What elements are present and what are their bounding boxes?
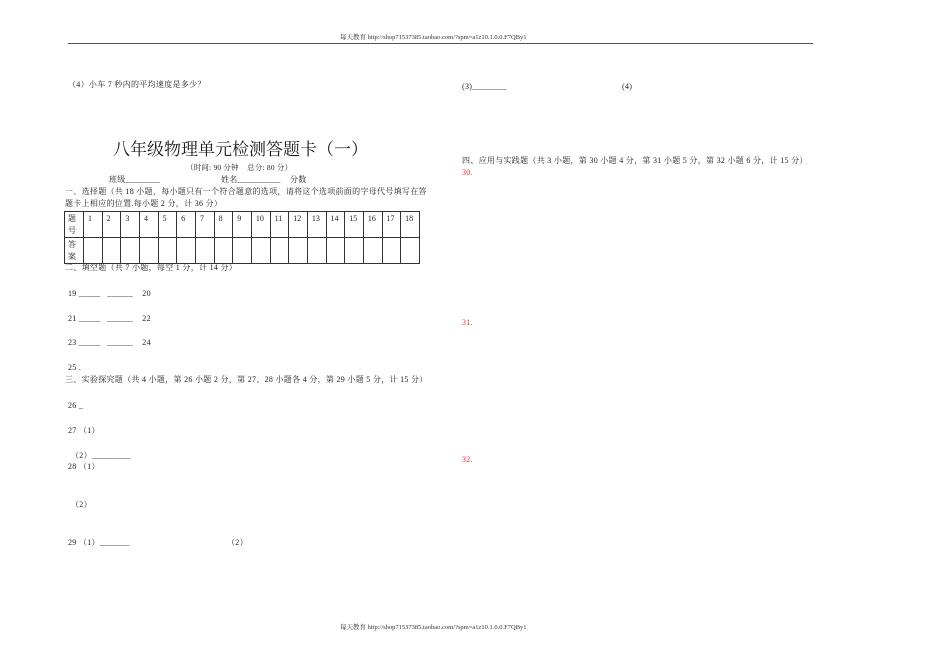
- question-number-cell: 8: [214, 212, 233, 238]
- question-31-number: 31.: [462, 318, 473, 327]
- question-26: 26 _: [68, 401, 84, 410]
- answer-cell: [195, 238, 214, 264]
- answer-cell: [121, 238, 140, 264]
- question-number-cell: 18: [401, 212, 420, 238]
- question-30-number: 30.: [462, 168, 473, 177]
- answer-cell: [158, 238, 177, 264]
- question-number-cell: 11: [270, 212, 289, 238]
- question-number-cell: 13: [307, 212, 326, 238]
- answer-cell: [233, 238, 252, 264]
- name-field: 姓名__________: [221, 175, 281, 184]
- question-number-label-char: 题: [68, 214, 76, 223]
- answer-cell: [251, 238, 270, 264]
- question-29-part2: （2）: [227, 538, 248, 547]
- question-number-cell: 15: [345, 212, 364, 238]
- question-28-part2: （2）: [71, 500, 92, 509]
- question-number-cell: 16: [363, 212, 382, 238]
- score-field: 分数: [290, 175, 307, 184]
- section-choice-heading-line1: 一、选择题（共 18 小题，每小题只有一个符合题意的选项，请将这个选项前面的字母代号填写在答: [65, 187, 427, 196]
- blank-line-25: 25 .: [68, 363, 82, 372]
- question-29-part4: (4): [622, 82, 633, 91]
- answer-sheet-title: 八年级物理单元检测答题卡（一）: [113, 140, 368, 159]
- class-field: 班级________: [109, 175, 160, 184]
- choice-table-body: [65, 212, 420, 264]
- answer-cell: [401, 238, 420, 264]
- answer-cell: [84, 238, 103, 264]
- question-number-row: [65, 212, 420, 238]
- header-url-text: 每天教育 http://shop71537385.taobao.com/?spm=a1z10.1.0.0.F7QBy1: [340, 34, 527, 41]
- question-number-cell: 1: [84, 212, 103, 238]
- blank-line-21-22: 21 _____ ______ 22: [68, 314, 151, 323]
- question-number-cell: 3: [121, 212, 140, 238]
- answer-cell: [289, 238, 308, 264]
- question-number-cell: 17: [382, 212, 401, 238]
- question-number-label: [65, 212, 84, 238]
- answer-label: [65, 238, 84, 264]
- answer-cell: [139, 238, 158, 264]
- answer-cell: [102, 238, 121, 264]
- blank-line-23-24: 23 _____ ______ 24: [68, 338, 151, 347]
- choice-answer-table: [64, 211, 420, 264]
- answer-cell: [214, 238, 233, 264]
- footer-url-text: 每天教育 http://shop71537385.taobao.com/?spm=a1z10.1.0.0.F7QBy1: [340, 624, 527, 631]
- section-choice-heading-line2: 题卡上相应的位置.每小题 2 分，计 36 分）: [65, 199, 223, 208]
- question-number-cell: 2: [102, 212, 121, 238]
- answer-cell: [326, 238, 345, 264]
- question-number-cell: 6: [177, 212, 196, 238]
- question-27-part2: （2）_________: [71, 451, 131, 460]
- question-27-part1: 27 （1）: [68, 426, 100, 435]
- section-experiment-heading: 三、实验探究题（共 4 小题，第 26 小题 2 分，第 27、28 小题各 4 分，第 29 小题 5 分，计 15 分）: [65, 375, 428, 384]
- answer-label-char: 答: [68, 240, 76, 249]
- header-rule: [68, 43, 813, 44]
- question-number-cell: 14: [326, 212, 345, 238]
- answer-cell: [270, 238, 289, 264]
- section-fill-blank-heading: 二、填空题（共 7 小题，每空 1 分，计 14 分）: [65, 263, 238, 272]
- answer-row: [65, 238, 420, 264]
- question-29-part1: 29 （1）_______: [68, 538, 130, 547]
- question-number-cell: 5: [158, 212, 177, 238]
- answer-cell: [307, 238, 326, 264]
- answer-cell: [382, 238, 401, 264]
- blank-line-19-20: 19 _____ ______ 20: [68, 289, 151, 298]
- question-number-label-char: 号: [68, 226, 76, 235]
- question-number-cell: 9: [233, 212, 252, 238]
- answer-cell: [177, 238, 196, 264]
- exam-time-score: （时间: 90 分钟 总分: 80 分）: [186, 163, 293, 172]
- previous-question-4: （4）小车 7 秒内的平均速度是多少？: [68, 80, 206, 89]
- question-29-part3: (3)________: [462, 82, 507, 91]
- question-number-cell: 10: [251, 212, 270, 238]
- question-number-cell: 4: [139, 212, 158, 238]
- question-number-cell: 12: [289, 212, 308, 238]
- answer-label-char: 案: [68, 252, 76, 261]
- question-number-cell: 7: [195, 212, 214, 238]
- answer-cell: [363, 238, 382, 264]
- question-28-part1: 28 （1）: [68, 462, 100, 471]
- section-application-heading: 四、应用与实践题（共 3 小题，第 30 小题 4 分，第 31 小题 5 分，第 32 小题 6 分，计 15 分）: [462, 156, 808, 165]
- answer-cell: [345, 238, 364, 264]
- question-32-number: 32.: [462, 455, 473, 464]
